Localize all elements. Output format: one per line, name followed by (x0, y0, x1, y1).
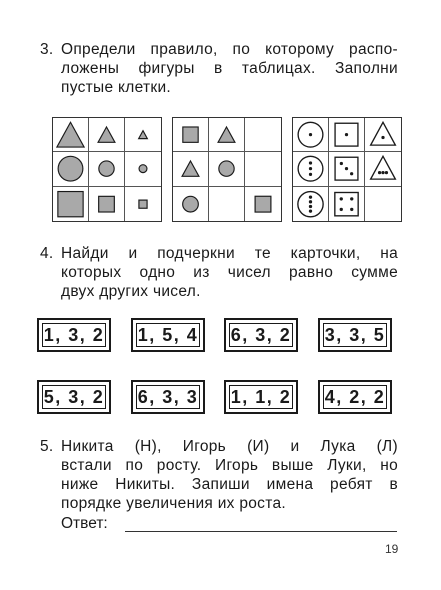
circle-shape (209, 152, 244, 185)
task-text-line: Никита (Н), Игорь (И) и Лука (Л) (61, 438, 398, 455)
figure-table (292, 117, 402, 222)
number-card[interactable]: 1, 5, 4 (131, 318, 205, 352)
circle-shape (293, 187, 328, 221)
table-cell (293, 118, 329, 152)
circle-shape (173, 187, 208, 221)
circle-shape (53, 152, 88, 185)
triangle-shape (89, 118, 124, 151)
triangle-shape (209, 118, 244, 151)
task-text-line: Найди и подчеркни те карточки, на (61, 245, 398, 262)
triangle-shape (53, 118, 88, 151)
number-card[interactable]: 1, 3, 2 (37, 318, 111, 352)
triangle-shape (365, 152, 401, 185)
table-cell (173, 118, 209, 152)
table-cell (365, 152, 401, 186)
table-cell (329, 118, 365, 152)
table-cell (53, 152, 89, 186)
task-5 (40, 437, 398, 513)
number-card[interactable]: 6, 3, 3 (131, 380, 205, 414)
circle-shape (293, 152, 328, 185)
task-text (61, 244, 398, 301)
square-shape (173, 118, 208, 151)
task-text-line: встали по росту. Игорь выше Луки, но (61, 457, 398, 474)
task-text-line: пустые клетки. (61, 79, 172, 96)
task-number: 4. (40, 245, 54, 262)
square-shape (245, 187, 281, 221)
figure-table (172, 117, 282, 222)
table-cell (89, 187, 125, 221)
table-cell (209, 118, 245, 152)
task-number: 3. (40, 41, 54, 58)
triangle-shape (173, 152, 208, 185)
table-cell (173, 152, 209, 186)
figure-table (52, 117, 162, 222)
table-cell (365, 187, 401, 221)
table-cell (53, 187, 89, 221)
table-cell (245, 118, 281, 152)
square-shape (125, 187, 161, 221)
number-card[interactable]: 5, 3, 2 (37, 380, 111, 414)
table-cell (125, 187, 161, 221)
answer-line[interactable] (125, 531, 397, 532)
circle-shape (89, 152, 124, 185)
square-shape (329, 187, 364, 221)
task-4 (40, 244, 398, 301)
table-cell (125, 152, 161, 186)
task-text (61, 40, 398, 97)
table-cell (53, 118, 89, 152)
square-shape (329, 118, 364, 151)
task-text-line: двух других чисел. (61, 283, 201, 300)
table-cell (293, 152, 329, 186)
table-cell (329, 187, 365, 221)
number-card[interactable]: 3, 3, 5 (318, 318, 392, 352)
table-cell (209, 152, 245, 186)
task-number: 5. (40, 438, 54, 455)
table-cell (173, 187, 209, 221)
task-text-line: порядке увеличения их роста. (61, 495, 286, 512)
circle-shape (293, 118, 328, 151)
table-cell (365, 118, 401, 152)
task-text-line: Определи правило, по которому распо- (61, 41, 398, 58)
square-shape (53, 187, 88, 221)
table-cell (89, 152, 125, 186)
triangle-shape (365, 118, 401, 151)
table-cell (245, 152, 281, 186)
number-card[interactable]: 1, 1, 2 (224, 380, 298, 414)
table-cell (125, 118, 161, 152)
task-text-line: которых одно из чисел равно сумме (61, 264, 398, 281)
task-text (61, 437, 398, 513)
table-cell (245, 187, 281, 221)
answer-label: Ответ: (61, 515, 108, 532)
table-cell (209, 187, 245, 221)
triangle-shape (125, 118, 161, 151)
circle-shape (125, 152, 161, 185)
table-cell (89, 118, 125, 152)
task-3 (40, 40, 398, 97)
table-cell (293, 187, 329, 221)
number-card[interactable]: 6, 3, 2 (224, 318, 298, 352)
task-text-line: ложены фигуры в таблицах. Заполни (61, 60, 398, 77)
square-shape (89, 187, 124, 221)
square-shape (329, 152, 364, 185)
number-card[interactable]: 4, 2, 2 (318, 380, 392, 414)
task-text-line: ниже Никиты. Запиши имена ребят в (61, 476, 398, 493)
table-cell (329, 152, 365, 186)
page-number: 19 (385, 542, 399, 556)
